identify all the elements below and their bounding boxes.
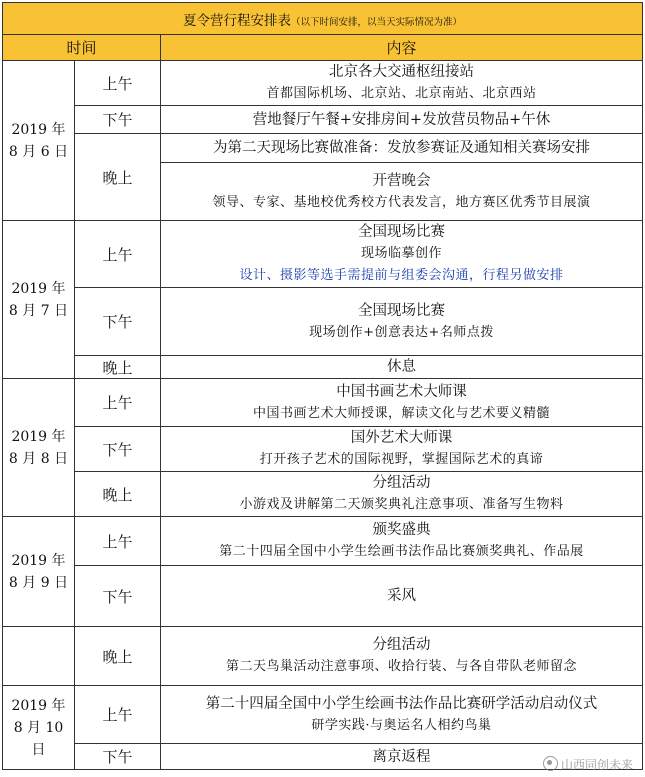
- content-line: 中国书画艺术大师授课，解读文化与艺术要义精髓: [252, 405, 550, 421]
- content-line: 采风: [387, 588, 416, 604]
- watermark: [543, 756, 633, 773]
- date-cell: [3, 61, 75, 221]
- header-content: 内容: [161, 35, 643, 61]
- content-cell: [161, 221, 643, 288]
- content-line: 研学实践·与奥运名人相约鸟巢: [311, 717, 492, 733]
- date-cell: [3, 221, 75, 379]
- slot-cell: 晚上: [75, 134, 161, 221]
- slot-cell: 上午: [75, 686, 161, 744]
- content-line: 离京返程: [372, 748, 431, 765]
- content-line: 颁奖盛典: [372, 522, 431, 538]
- content-cell: [161, 686, 643, 744]
- content-cell: [161, 566, 643, 627]
- slot-cell: 上午: [75, 517, 161, 566]
- content-line: 打开孩子艺术的国际视野，掌握国际艺术的真谛: [259, 452, 544, 467]
- schedule-table: [2, 2, 643, 770]
- slot-cell: 上午: [75, 379, 161, 427]
- content-cell: [161, 379, 643, 427]
- date-cell: [3, 379, 75, 517]
- date-text: 2019 年 8 月 10 日: [11, 697, 66, 758]
- content-line: 中国书画艺术大师课: [336, 383, 467, 400]
- slot-cell: 下午: [75, 427, 161, 472]
- content-line: 全国现场比赛: [358, 224, 445, 240]
- content-cell: [161, 356, 643, 379]
- content-line: 领导、专家、基地校优秀校方代表发言，地方赛区优秀节目展演: [212, 194, 591, 210]
- date-cell: [3, 517, 75, 627]
- slot-cell: 晚上: [75, 356, 161, 379]
- date-cell-empty: [3, 627, 75, 686]
- content-line: 分组活动: [372, 475, 431, 491]
- content-cell: [161, 427, 643, 472]
- content-line: 第二十四届全国中小学生绘画书法作品比赛研学活动启动仪式: [205, 695, 598, 712]
- slot-cell: 下午: [75, 106, 161, 134]
- content-line: 为第二天现场比赛做准备：发放参赛证及通知相关赛场安排: [213, 140, 590, 156]
- content-line: 休息: [387, 359, 416, 375]
- content-cell: [161, 106, 643, 134]
- content-line: 首都国际机场、北京站、北京南站、北京西站: [266, 86, 537, 101]
- slot-cell: 上午: [75, 221, 161, 288]
- content-line: 第二天鸟巢活动注意事项、收拾行装、与各自带队老师留念: [225, 659, 577, 674]
- content-line: 北京各大交通枢纽接站: [329, 64, 474, 80]
- content-line: 国外艺术大师课: [350, 430, 453, 446]
- watermark-text: 山西同创未来: [560, 758, 633, 772]
- content-note: 设计、摄影等选手需提前与组委会沟通，行程另做安排: [239, 268, 564, 283]
- content-line: 现场创作+创意表达+名师点拨: [309, 324, 494, 340]
- content-line: 小游戏及讲解第二天颁奖典礼注意事项、准备写生物料: [239, 497, 564, 512]
- content-cell: [161, 472, 643, 517]
- content-cell: [161, 517, 643, 566]
- header-time: 时间: [3, 35, 161, 61]
- content-cell: [161, 627, 643, 686]
- content-line: 分组活动: [372, 637, 431, 653]
- content-line: 第二十四届全国中小学生绘画书法作品比赛颁奖典礼、作品展: [219, 544, 584, 559]
- date-text: 2019 年 8 月 7 日: [8, 280, 69, 319]
- content-cell: [161, 134, 643, 163]
- table-title: [3, 3, 643, 35]
- slot-cell: 晚上: [75, 627, 161, 686]
- content-cell: [161, 163, 643, 221]
- date-text: 2019 年 8 月 9 日: [8, 552, 69, 591]
- slot-cell: 下午: [75, 566, 161, 627]
- title-main: 夏令营行程安排表: [182, 12, 291, 29]
- slot-cell: 上午: [75, 61, 161, 106]
- slot-cell: 下午: [75, 288, 161, 356]
- date-text: 2019 年 8 月 8 日: [8, 428, 69, 467]
- title-note: （以下时间安排，以当天实际情况为准）: [290, 16, 462, 28]
- date-text: 2019 年 8 月 6 日: [8, 121, 69, 160]
- slot-cell: 下午: [75, 744, 161, 770]
- weibo-icon: [543, 756, 558, 771]
- date-cell: [3, 686, 75, 770]
- content-line: 现场临摹创作: [360, 246, 442, 261]
- slot-cell: 晚上: [75, 472, 161, 517]
- content-cell: [161, 288, 643, 356]
- content-line: 开营晚会: [372, 172, 431, 189]
- content-line: 全国现场比赛: [358, 302, 445, 319]
- content-cell: [161, 61, 643, 106]
- content-line: 营地餐厅午餐+安排房间+发放营员物品+午休: [252, 111, 551, 128]
